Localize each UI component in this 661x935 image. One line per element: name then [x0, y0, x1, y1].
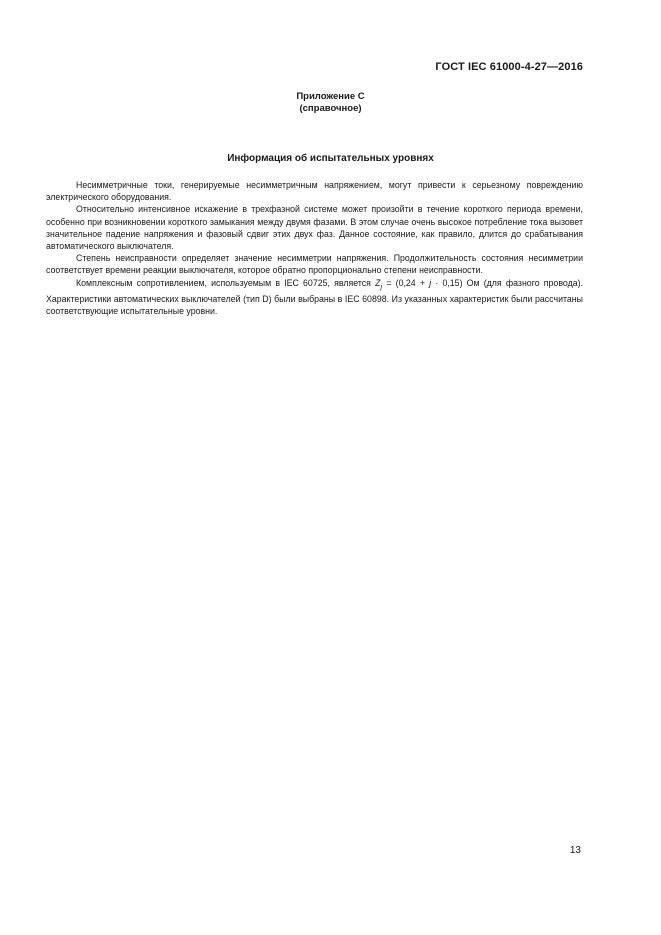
document-code: ГОСТ IEC 61000-4-27—2016 — [435, 61, 583, 73]
annex-title: Приложение С — [296, 91, 365, 102]
paragraph-4-part-1: Комплексным сопротивлением, используемым в IEC 60725, является — [76, 277, 376, 288]
annex-heading — [0, 91, 661, 115]
paragraph-4-part-3: · 0,15) Ом (для фазного провода). Характеристики автоматических выключателей (тип D) были выбраны в IEC 60898. Из указанных характеристик были рассчитаны соответствующие испытательные уровни. — [46, 277, 583, 316]
body-text — [46, 179, 583, 317]
imaginary-unit: j — [429, 277, 432, 288]
annex-type: (справочное) — [299, 103, 362, 114]
impedance-subscript: j — [380, 281, 383, 291]
page-number: 13 — [569, 845, 581, 856]
section-title: Информация об испытательных уровнях — [227, 153, 434, 164]
paragraph-1: Несимметричные токи, генерируемые несимметричным напряжением, могут привести к серьезному повреждению электрического оборудования. — [46, 180, 583, 203]
paragraph-4 — [46, 277, 583, 317]
impedance-symbol: Z — [375, 277, 381, 288]
paragraph-2: Относительно интенсивное искажение в трехфазной системе может произойти в течение короткого периода времени, особенно при возникновении короткого замыкания между двумя фазами. В этом случае очень высокое потребление тока вызовет значительное падение напряжения и фазовый сдвиг этих двух фаз. Данное состояние, как правило, длится до срабатывания автоматического выключателя. — [46, 204, 583, 252]
paragraph-4-part-2: = (0,24 + — [382, 277, 430, 288]
paragraph-3: Степень неисправности определяет значение несимметрии напряжения. Продолжительность состояния несимметрии соответствует времени реакции выключателя, которое обратно пропорционально степени неисправности. — [46, 253, 583, 276]
